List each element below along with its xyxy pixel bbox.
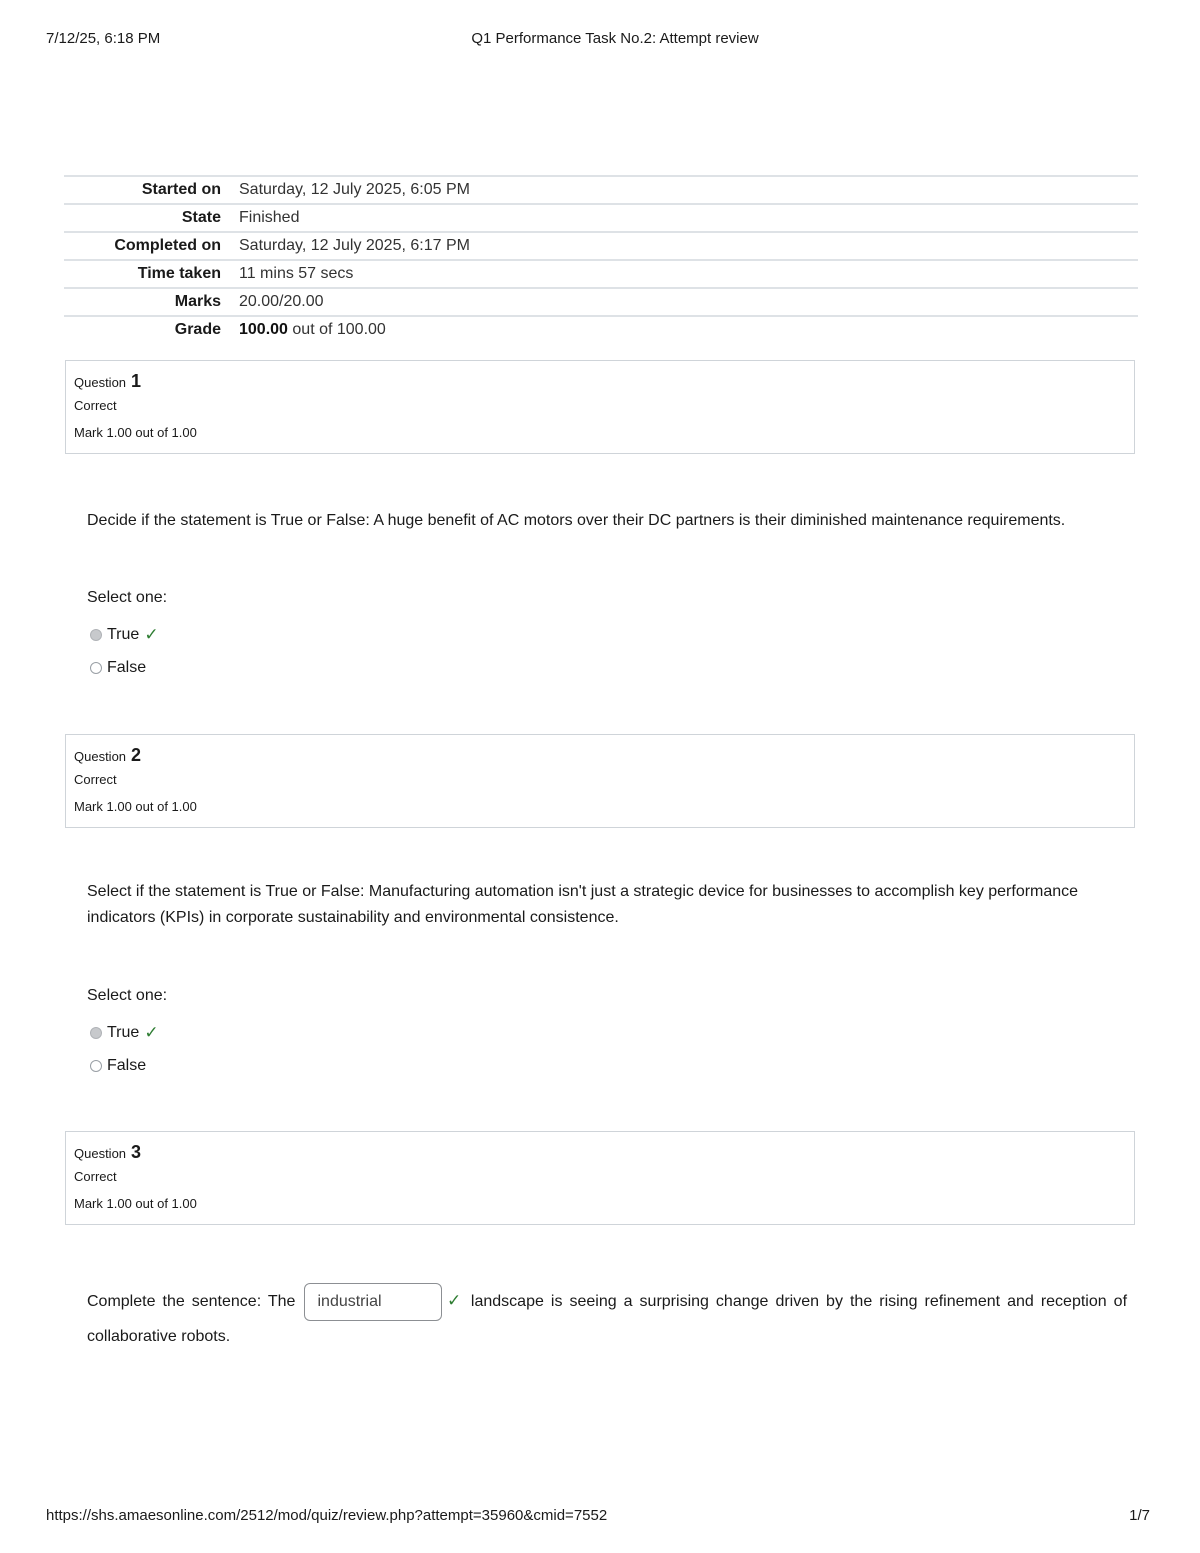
- state-label: State: [181, 209, 221, 226]
- question-3-text: [87, 1283, 1127, 1353]
- marks-label: Marks: [174, 293, 221, 310]
- marks-value: 20.00/20.00: [239, 293, 324, 310]
- time-label: Time taken: [137, 265, 221, 282]
- print-url: https://shs.amaesonline.com/2512/mod/quiz/review.php?attempt=35960&cmid=7552: [46, 1507, 608, 1524]
- radio-icon[interactable]: [90, 1060, 102, 1072]
- grade-value: [231, 316, 1138, 343]
- radio-icon[interactable]: [90, 662, 102, 674]
- question-number: 2: [131, 745, 142, 765]
- question-2-info: [65, 734, 1135, 828]
- question-state: Correct: [74, 772, 117, 787]
- question-number: 3: [131, 1142, 142, 1162]
- option-label: True: [107, 1024, 140, 1041]
- question-1-option-false[interactable]: [90, 659, 146, 677]
- question-1-info: [65, 360, 1135, 454]
- question-mark: Mark 1.00 out of 1.00: [74, 799, 197, 814]
- attempt-summary-table: [64, 175, 1138, 343]
- correct-check-icon: ✓: [144, 625, 159, 644]
- sentence-end: landscape is seeing a surprising change driven by the rising refinement and reception of collaborative robots.: [87, 1293, 1128, 1345]
- page-number: 1/7: [1129, 1507, 1150, 1524]
- option-label: True: [107, 626, 140, 643]
- option-label: False: [107, 659, 147, 676]
- summary-row-state: [64, 204, 1138, 232]
- question-mark: Mark 1.00 out of 1.00: [74, 425, 197, 440]
- question-state: Correct: [74, 398, 117, 413]
- question-number: 1: [131, 371, 142, 391]
- option-label: False: [107, 1057, 147, 1074]
- question-mark: Mark 1.00 out of 1.00: [74, 1196, 197, 1211]
- question-3-info: [65, 1131, 1135, 1225]
- grade-score: 100.00: [239, 321, 288, 338]
- print-datetime: 7/12/25, 6:18 PM: [46, 30, 161, 47]
- answer-input[interactable]: industrial: [304, 1283, 442, 1321]
- question-1-option-true[interactable]: [90, 625, 159, 645]
- started-label: Started on: [141, 181, 221, 198]
- radio-selected-icon[interactable]: [90, 629, 102, 641]
- correct-check-icon: ✓: [444, 1291, 464, 1311]
- summary-row-time: [64, 260, 1138, 288]
- radio-selected-icon[interactable]: [90, 1027, 102, 1039]
- time-value: 11 mins 57 secs: [239, 265, 354, 282]
- grade-label: Grade: [174, 321, 221, 338]
- question-label: Question: [74, 749, 127, 764]
- print-title: Q1 Performance Task No.2: Attempt review: [471, 30, 759, 47]
- question-state: Correct: [74, 1169, 117, 1184]
- state-value: Finished: [239, 209, 300, 226]
- question-2-text: Select if the statement is True or False: Manufacturing automation isn't just a strategic device for businesses to accomplish key performance indicators (KPIs) in corporate sustainability and environmental consistence.: [87, 883, 1079, 926]
- summary-row-started: [64, 176, 1138, 204]
- question-2-prompt: Select one:: [87, 987, 168, 1004]
- question-1-prompt: Select one:: [87, 589, 168, 606]
- question-label: Question: [74, 375, 127, 390]
- question-label: Question: [74, 1146, 127, 1161]
- correct-check-icon: ✓: [144, 1023, 159, 1042]
- summary-row-grade: [64, 316, 1138, 343]
- summary-row-marks: [64, 288, 1138, 316]
- question-2-option-true[interactable]: [90, 1023, 159, 1043]
- sentence-start: Complete the sentence: The: [87, 1293, 296, 1311]
- completed-value: Saturday, 12 July 2025, 6:17 PM: [239, 237, 470, 254]
- summary-row-completed: [64, 232, 1138, 260]
- completed-label: Completed on: [114, 237, 221, 254]
- started-value: Saturday, 12 July 2025, 6:05 PM: [239, 181, 470, 198]
- grade-out-of: out of 100.00: [292, 321, 386, 338]
- question-2-option-false[interactable]: [90, 1057, 146, 1075]
- question-1-text: Decide if the statement is True or False: A huge benefit of AC motors over their DC partners is their diminished maintenance requirements.: [87, 512, 1066, 529]
